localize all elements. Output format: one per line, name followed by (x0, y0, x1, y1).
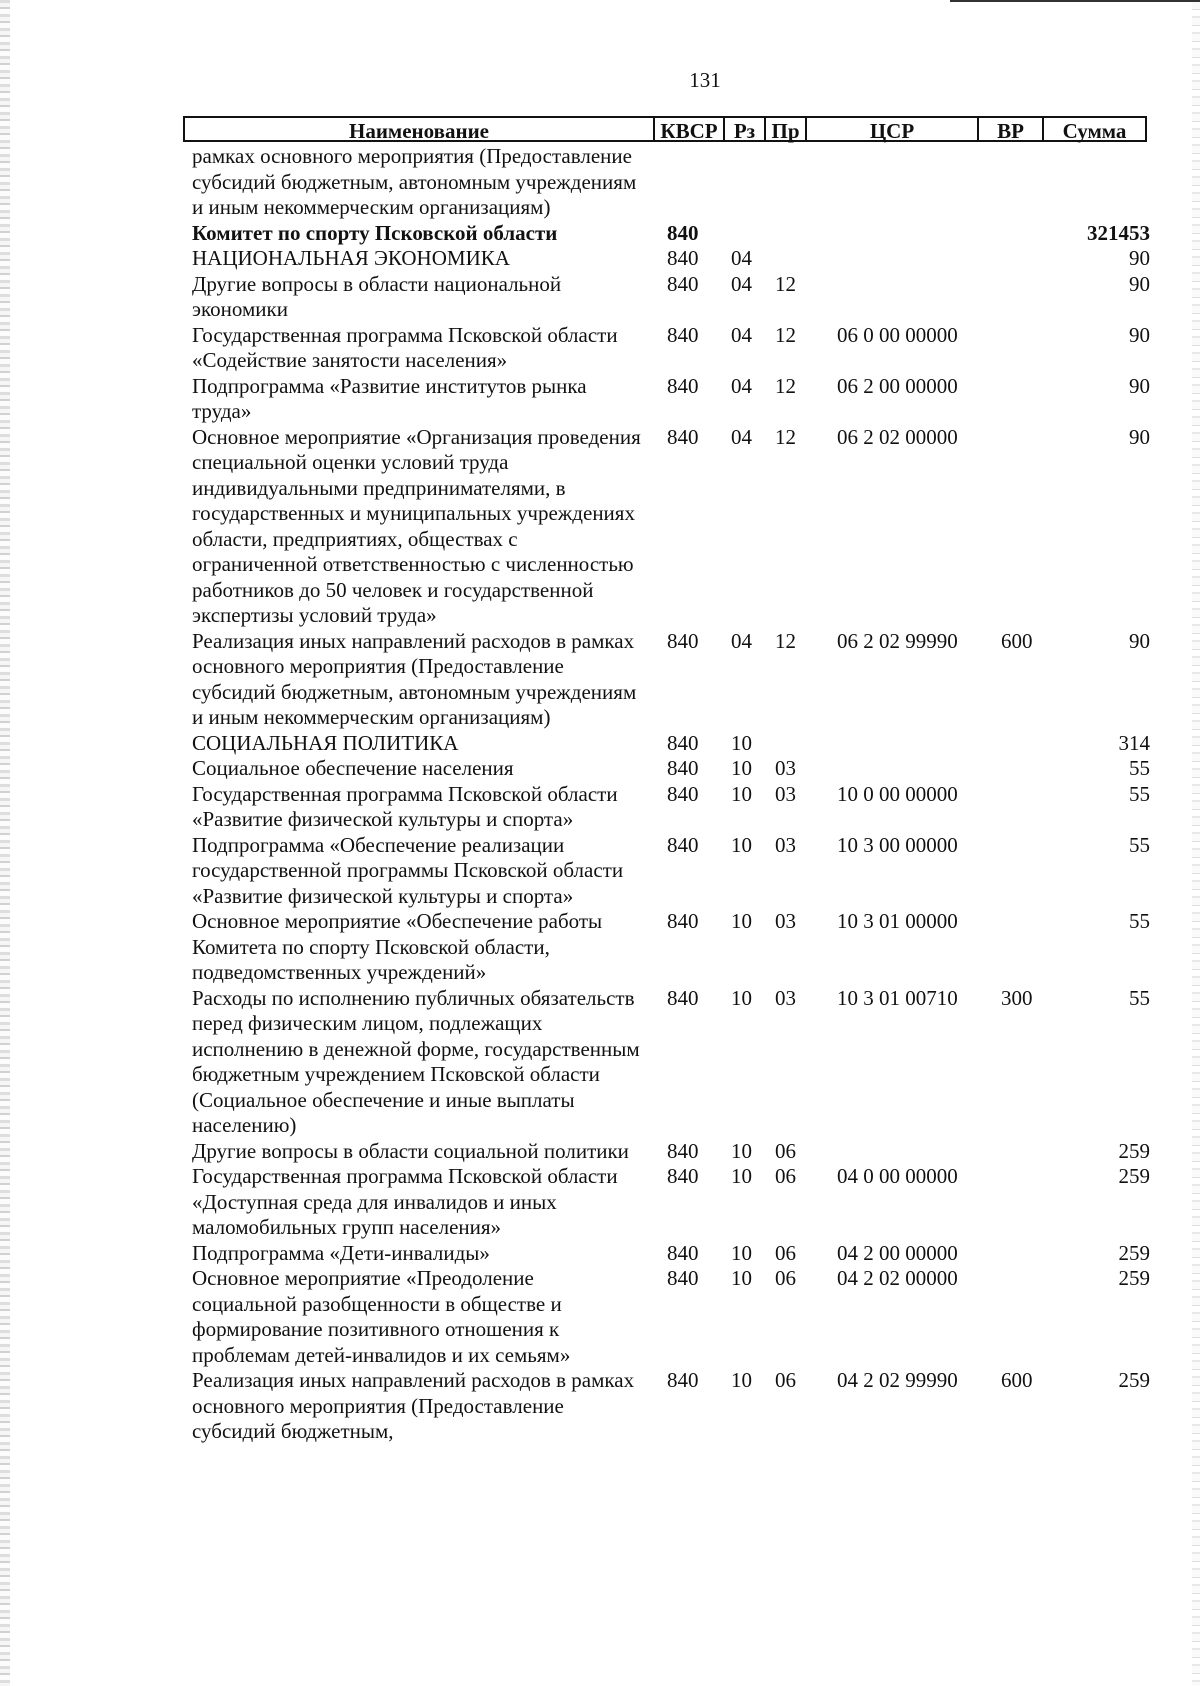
row-name: Государственная программа Псковской области «Содействие занятости населения» (192, 322, 618, 372)
header-sum: Сумма (1042, 116, 1147, 142)
row-rz: 04 (731, 322, 752, 347)
row-csr: 10 0 00 00000 (837, 781, 958, 806)
row-csr: 10 3 01 00000 (837, 909, 958, 933)
table-body (0, 144, 1200, 1445)
row-kvsr: 840 (667, 246, 699, 270)
row-name: Другие вопросы в области социальной политики (192, 1138, 629, 1163)
row-rz: 10 (731, 1240, 752, 1265)
row-sum: 90 (1129, 373, 1150, 398)
row-sum: 259 (1118, 1240, 1150, 1265)
row-pr: 12 (775, 628, 796, 653)
row-sum: 90 (1129, 271, 1150, 296)
row-kvsr: 840 (667, 220, 699, 245)
row-csr: 04 0 00 00000 (837, 1164, 958, 1188)
row-kvsr: 840 (667, 832, 699, 857)
row-name: СОЦИАЛЬНАЯ ПОЛИТИКА (192, 730, 459, 755)
row-rz: 04 (731, 628, 752, 653)
row-kvsr: 840 (667, 322, 699, 347)
row-name: Подпрограмма «Дети-инвалиды» (192, 1240, 490, 1265)
row-kvsr: 840 (667, 1240, 699, 1265)
row-pr: 12 (775, 322, 796, 347)
row-vr: 300 (1001, 985, 1033, 1010)
row-rz: 04 (731, 246, 752, 270)
table-row (0, 272, 1200, 323)
header-pr: Пр (764, 116, 805, 142)
header-csr: ЦСР (805, 116, 977, 142)
table-row (0, 1164, 1200, 1241)
table-row (0, 909, 1200, 986)
table-row (0, 782, 1200, 833)
row-kvsr: 840 (667, 628, 699, 653)
row-pr: 06 (775, 1138, 796, 1163)
row-name: Социальное обеспечение населения (192, 756, 514, 780)
row-kvsr: 840 (667, 1266, 699, 1290)
row-sum: 321453 (1087, 220, 1150, 245)
row-csr: 10 3 01 00710 (837, 985, 958, 1010)
row-csr: 06 0 00 00000 (837, 322, 958, 347)
table-row (0, 629, 1200, 731)
row-kvsr: 840 (667, 781, 699, 806)
table-row (0, 1368, 1200, 1445)
table-row (0, 756, 1200, 782)
row-name: Реализация иных направлений расходов в рамках основного мероприятия (Предоставление субсидий бюджетным, автономным учреждениям и иным некоммерческим организациям) (192, 628, 637, 729)
row-kvsr: 840 (667, 1164, 699, 1188)
row-sum: 55 (1129, 909, 1150, 933)
row-pr: 12 (775, 424, 796, 449)
row-rz: 10 (731, 985, 752, 1010)
table-row (0, 1266, 1200, 1368)
row-rz: 04 (731, 373, 752, 398)
row-name: Реализация иных направлений расходов в рамках основного мероприятия (Предоставление субсидий бюджетным, (192, 1368, 635, 1443)
row-pr: 03 (775, 832, 796, 857)
table-row (0, 246, 1200, 272)
table-row (0, 986, 1200, 1139)
row-rz: 10 (731, 781, 752, 806)
row-rz: 10 (731, 1266, 752, 1290)
row-rz: 10 (731, 1138, 752, 1163)
row-sum: 90 (1129, 628, 1150, 653)
row-sum: 90 (1129, 246, 1150, 270)
row-name: Основное мероприятие «Преодоление социальной разобщенности в обществе и формирование позитивного отношения к проблемам детей-инвалидов и их семьям» (192, 1266, 571, 1367)
row-name: Другие вопросы в области национальной экономики (192, 271, 562, 321)
page-number: 131 (689, 68, 721, 92)
row-sum: 55 (1129, 832, 1150, 857)
table-row (0, 425, 1200, 629)
row-sum: 55 (1129, 781, 1150, 806)
row-pr: 03 (775, 909, 796, 933)
row-rz: 10 (731, 909, 752, 933)
row-sum: 259 (1118, 1164, 1150, 1188)
row-name: Расходы по исполнению публичных обязательств перед физическим лицом, подлежащих исполнению в денежной форме, государственным бюджетным учреждением Псковской области (Социальное обеспечение и иные выплаты населению) (192, 985, 640, 1137)
row-pr: 12 (775, 271, 796, 296)
table-row (0, 374, 1200, 425)
row-rz: 10 (731, 756, 752, 780)
row-name: НАЦИОНАЛЬНАЯ ЭКОНОМИКА (192, 246, 510, 270)
table-row (0, 1139, 1200, 1165)
row-kvsr: 840 (667, 373, 699, 398)
row-name: Комитет по спорту Псковской области (192, 220, 558, 245)
row-kvsr: 840 (667, 756, 699, 780)
row-vr: 600 (1001, 1368, 1033, 1392)
row-pr: 03 (775, 781, 796, 806)
row-name: Основное мероприятие «Организация проведения специальной оценки условий труда индивидуальными предпринимателями, в государственных и муниципальных учреждениях области, предприятиях, обществах с ограниченной ответственностью с численностью работников до 50 человек и государственной экспертизы условий труда» (192, 424, 641, 627)
row-pr: 06 (775, 1368, 796, 1392)
table-header (183, 116, 1163, 144)
row-name: рамках основного мероприятия (Предоставление субсидий бюджетным, автономным учреждениям и иным некоммерческим организациям) (192, 144, 637, 219)
row-name: Государственная программа Псковской области «Развитие физической культуры и спорта» (192, 781, 618, 831)
row-sum: 259 (1118, 1138, 1150, 1163)
row-pr: 06 (775, 1240, 796, 1265)
row-csr: 10 3 00 00000 (837, 832, 958, 857)
header-kvsr: КВСР (653, 116, 723, 142)
row-pr: 06 (775, 1164, 796, 1188)
row-sum: 90 (1129, 322, 1150, 347)
row-kvsr: 840 (667, 424, 699, 449)
row-csr: 06 2 02 00000 (837, 424, 958, 449)
row-csr: 04 2 02 99990 (837, 1368, 958, 1392)
row-name: Подпрограмма «Обеспечение реализации государственной программы Псковской области «Развитие физической культуры и спорта» (192, 832, 624, 908)
table-row (0, 221, 1200, 247)
row-kvsr: 840 (667, 909, 699, 933)
table-row (0, 1241, 1200, 1267)
row-csr: 06 2 00 00000 (837, 373, 958, 398)
scan-edge-top (950, 0, 1200, 2)
row-name: Государственная программа Псковской области «Доступная среда для инвалидов и иных маломобильных групп населения» (192, 1164, 618, 1239)
row-name: Основное мероприятие «Обеспечение работы Комитета по спорту Псковской области, подведомственных учреждений» (192, 909, 603, 984)
row-rz: 04 (731, 271, 752, 296)
header-name: Наименование (183, 116, 653, 142)
row-kvsr: 840 (667, 271, 699, 296)
row-rz: 10 (731, 1368, 752, 1392)
row-pr: 12 (775, 373, 796, 398)
row-vr: 600 (1001, 628, 1033, 653)
row-rz: 10 (731, 1164, 752, 1188)
table-row (0, 731, 1200, 757)
row-pr: 03 (775, 985, 796, 1010)
table-row (0, 833, 1200, 910)
table-row (0, 323, 1200, 374)
row-csr: 04 2 02 00000 (837, 1266, 958, 1290)
row-rz: 10 (731, 832, 752, 857)
row-pr: 06 (775, 1266, 796, 1290)
row-sum: 314 (1118, 730, 1150, 755)
row-rz: 04 (731, 424, 752, 449)
header-vr: ВР (977, 116, 1042, 142)
row-rz: 10 (731, 730, 752, 755)
row-kvsr: 840 (667, 985, 699, 1010)
row-name: Подпрограмма «Развитие институтов рынка труда» (192, 373, 587, 423)
row-csr: 04 2 00 00000 (837, 1240, 958, 1265)
header-rz: Рз (723, 116, 764, 142)
row-sum: 90 (1129, 424, 1150, 449)
row-sum: 259 (1118, 1368, 1150, 1392)
row-kvsr: 840 (667, 1368, 699, 1392)
row-kvsr: 840 (667, 1138, 699, 1163)
row-sum: 55 (1129, 985, 1150, 1010)
row-sum: 259 (1118, 1266, 1150, 1290)
row-csr: 06 2 02 99990 (837, 628, 958, 653)
table-row (0, 144, 1200, 221)
row-pr: 03 (775, 756, 796, 780)
row-sum: 55 (1129, 756, 1150, 780)
row-kvsr: 840 (667, 730, 699, 755)
